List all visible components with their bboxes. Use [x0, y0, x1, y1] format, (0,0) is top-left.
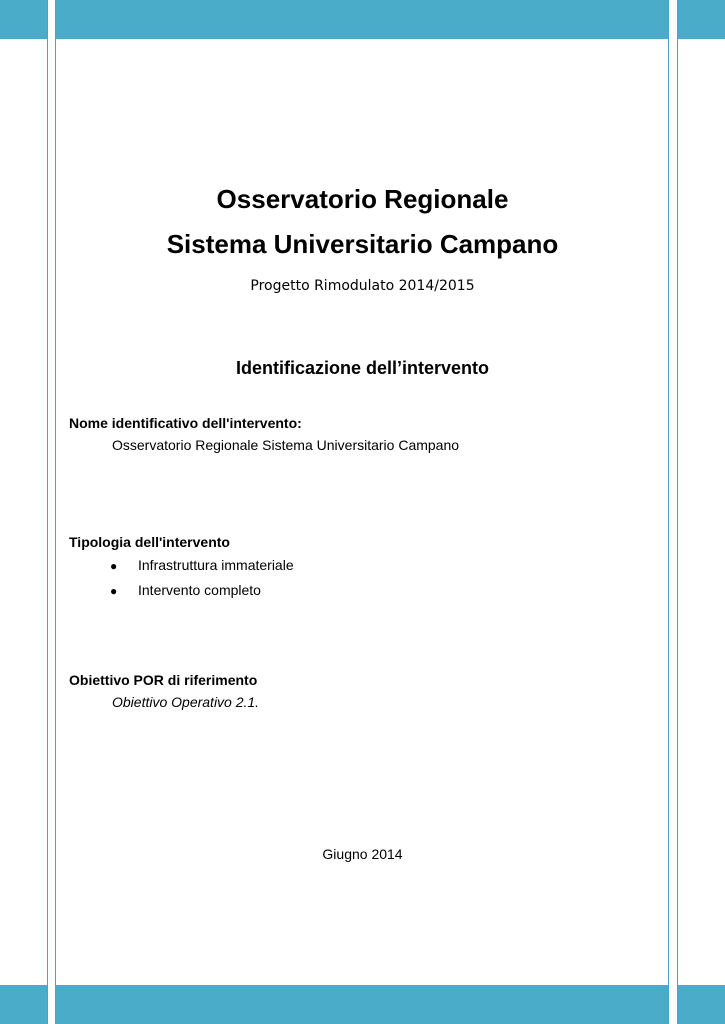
frame-line-left-inner [55, 0, 56, 1024]
obiettivo-value: Obiettivo Operativo 2.1. [112, 694, 260, 710]
bottom-band-left [0, 985, 47, 1024]
frame-line-left-outer [47, 0, 48, 1024]
list-item-text: Intervento completo [138, 582, 261, 598]
bottom-band-center [56, 985, 669, 1024]
top-band-left [0, 0, 47, 39]
top-band-center [56, 0, 669, 39]
subtitle: Progetto Rimodulato 2014/2015 [250, 278, 475, 294]
section-heading: Identificazione dell’intervento [235, 358, 490, 378]
frame-line-right-outer [677, 0, 678, 1024]
nome-label: Nome identificativo dell'intervento: [69, 415, 302, 431]
bottom-band-right [678, 985, 725, 1024]
title-line-2: Sistema Universitario Campano [166, 229, 559, 259]
tipologia-label: Tipologia dell'intervento [69, 534, 230, 550]
document-date: Giugno 2014 [322, 846, 403, 862]
bullet-icon: ● [110, 584, 118, 598]
obiettivo-label: Obiettivo POR di riferimento [69, 672, 258, 688]
bullet-icon: ● [110, 559, 118, 573]
frame-line-right-inner [668, 0, 669, 1024]
list-item [110, 581, 261, 600]
nome-value: Osservatorio Regionale Sistema Universitario Campano [112, 437, 460, 453]
list-item [110, 556, 294, 575]
top-band-right [678, 0, 725, 39]
list-item-text: Infrastruttura immateriale [138, 557, 294, 573]
title-line-1: Osservatorio Regionale [216, 184, 509, 214]
